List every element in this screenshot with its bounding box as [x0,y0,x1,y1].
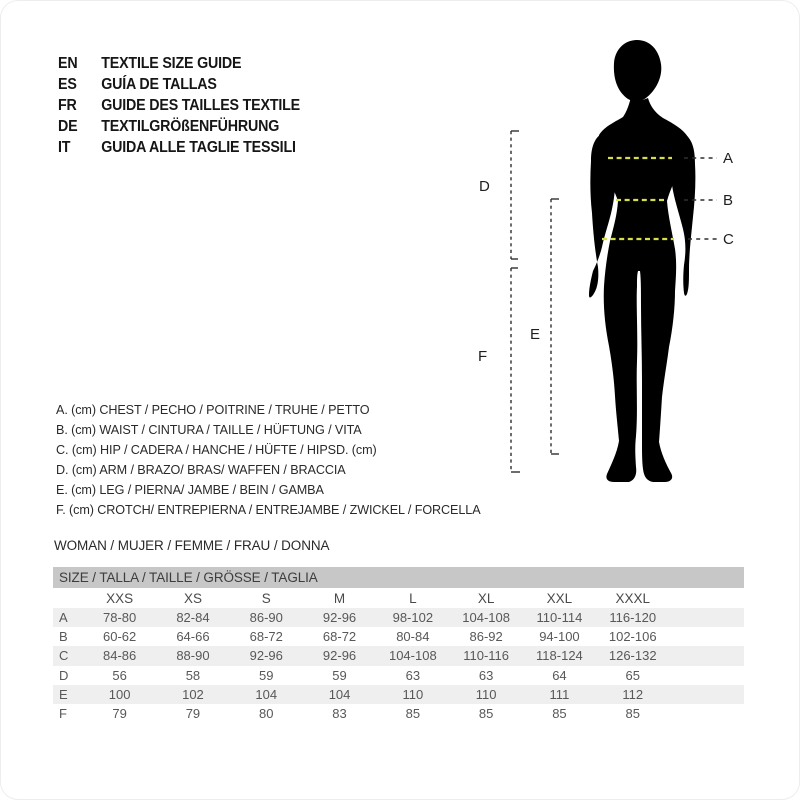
col-header: S [261,590,271,606]
table-cell: 94-100 [539,629,580,645]
table-row [53,627,744,646]
table-cell: 80 [259,706,274,722]
table-cell: 102-106 [608,629,657,645]
size-column-headers [53,588,744,608]
table-cell: 79 [185,706,201,722]
col-header: XXL [546,590,573,606]
table-cell: 60-62 [103,629,137,645]
table-cell: 100 [108,686,131,702]
table-cell: 84-86 [103,648,137,664]
table-cell: 110-116 [463,648,510,664]
row-label: F [59,706,67,722]
row-label: D [59,667,69,683]
lang-code: EN [58,55,78,72]
table-row [53,646,744,665]
table-cell: 126-132 [608,648,657,664]
lang-title: GUIDA ALLE TAGLIE TESSILI [101,139,296,156]
table-cell: 110-114 [536,610,583,626]
head-silhouette [614,40,661,101]
lang-title: GUÍA DE TALLAS [101,76,217,93]
legend-item-crotch: F. (cm) CROTCH/ ENTREPIERNA / ENTREJAMBE / ZWICKEL / FORCELLA [56,502,481,517]
table-cell: 85 [625,706,640,722]
leg-extent-line [551,199,559,454]
table-cell: 85 [478,706,494,722]
row-label: C [59,648,69,664]
lang-row-en [58,53,300,74]
lang-title: TEXTILE SIZE GUIDE [101,55,242,72]
table-cell: 78-80 [103,610,137,626]
table-cell: 85 [405,706,421,722]
table-cell: 116-120 [609,610,657,626]
table-cell: 63 [478,667,494,683]
marker-label-arm: D [479,178,490,195]
table-cell: 58 [185,667,201,683]
table-cell: 92-96 [322,610,357,626]
table-cell: 68-72 [249,629,283,645]
col-header: XS [183,590,202,606]
table-cell: 83 [332,706,347,722]
table-cell: 98-102 [392,610,434,626]
table-cell: 102 [182,686,204,702]
lang-code: IT [58,139,71,156]
table-row [53,704,744,723]
size-table-header: SIZE / TALLA / TAILLE / GRÖSSE / TAGLIA [53,567,744,588]
marker-label-hip: C [723,231,734,248]
table-cell: 118-124 [536,648,583,664]
size-table [53,567,744,723]
lang-code: DE [58,118,78,135]
table-cell: 104-108 [388,648,437,664]
table-row [53,685,744,704]
table-cell: 110 [402,686,424,702]
table-cell: 111 [549,686,570,702]
marker-label-crotch: F [478,348,488,365]
language-header [58,53,300,158]
table-cell: 64 [552,667,567,683]
col-header: XL [477,590,495,606]
lang-code: ES [58,76,77,93]
marker-label-chest: A [723,150,734,167]
col-header: L [409,590,417,606]
table-cell: 82-84 [176,610,210,626]
col-header: XXXL [615,590,650,606]
lang-row-es [58,74,300,95]
legend-item-hip: C. (cm) HIP / CADERA / HANCHE / HÜFTE / HIPSD. (cm) [56,442,377,457]
crotch-extent-line [511,268,520,472]
lang-row-it [58,137,300,158]
row-label: A [59,610,68,626]
lang-title: TEXTILGRÖßENFÜHRUNG [101,118,280,135]
row-label: E [59,686,68,702]
table-cell: 64-66 [176,629,210,645]
table-row [53,608,744,627]
table-cell: 79 [112,706,127,722]
table-cell: 92-96 [322,648,357,664]
table-cell: 112 [622,686,644,702]
table-cell: 86-92 [469,629,503,645]
legend-item-leg: E. (cm) LEG / PIERNA/ JAMBE / BEIN / GAMBA [56,482,324,497]
legend-item-chest: A. (cm) CHEST / PECHO / POITRINE / TRUHE / PETTO [56,402,370,417]
table-cell: 104 [328,686,351,702]
table-cell: 56 [112,667,127,683]
table-row [53,666,744,685]
table-cell: 86-90 [249,610,283,626]
woman-silhouette-figure [471,19,751,497]
table-cell: 110 [475,686,497,702]
col-header: M [333,590,346,606]
table-cell: 88-90 [176,648,210,664]
table-cell: 104 [255,686,278,702]
table-cell: 92-96 [249,648,283,664]
lang-code: FR [58,97,77,114]
table-cell: 104-108 [462,610,510,626]
col-header: XXS [106,590,134,606]
table-cell: 63 [405,667,421,683]
lang-row-de [58,116,300,137]
table-cell: 59 [259,667,274,683]
legend-item-arm: D. (cm) ARM / BRAZO/ BRAS/ WAFFEN / BRACCIA [56,462,346,477]
table-cell: 59 [332,667,347,683]
measurement-legend [56,400,481,520]
table-cell: 85 [552,706,567,722]
lang-row-fr [58,95,300,116]
table-cell: 80-84 [396,629,430,645]
table-cell: 68-72 [322,629,357,645]
gender-group-label: WOMAN / MUJER / FEMME / FRAU / DONNA [54,538,330,553]
legend-item-waist: B. (cm) WAIST / CINTURA / TAILLE / HÜFTUNG / VITA [56,422,362,437]
table-cell: 65 [625,667,640,683]
marker-label-waist: B [723,192,734,209]
row-label: B [59,629,68,645]
marker-label-leg: E [530,326,541,343]
arm-extent-line [511,131,519,259]
lang-title: GUIDE DES TAILLES TEXTILE [101,97,301,114]
